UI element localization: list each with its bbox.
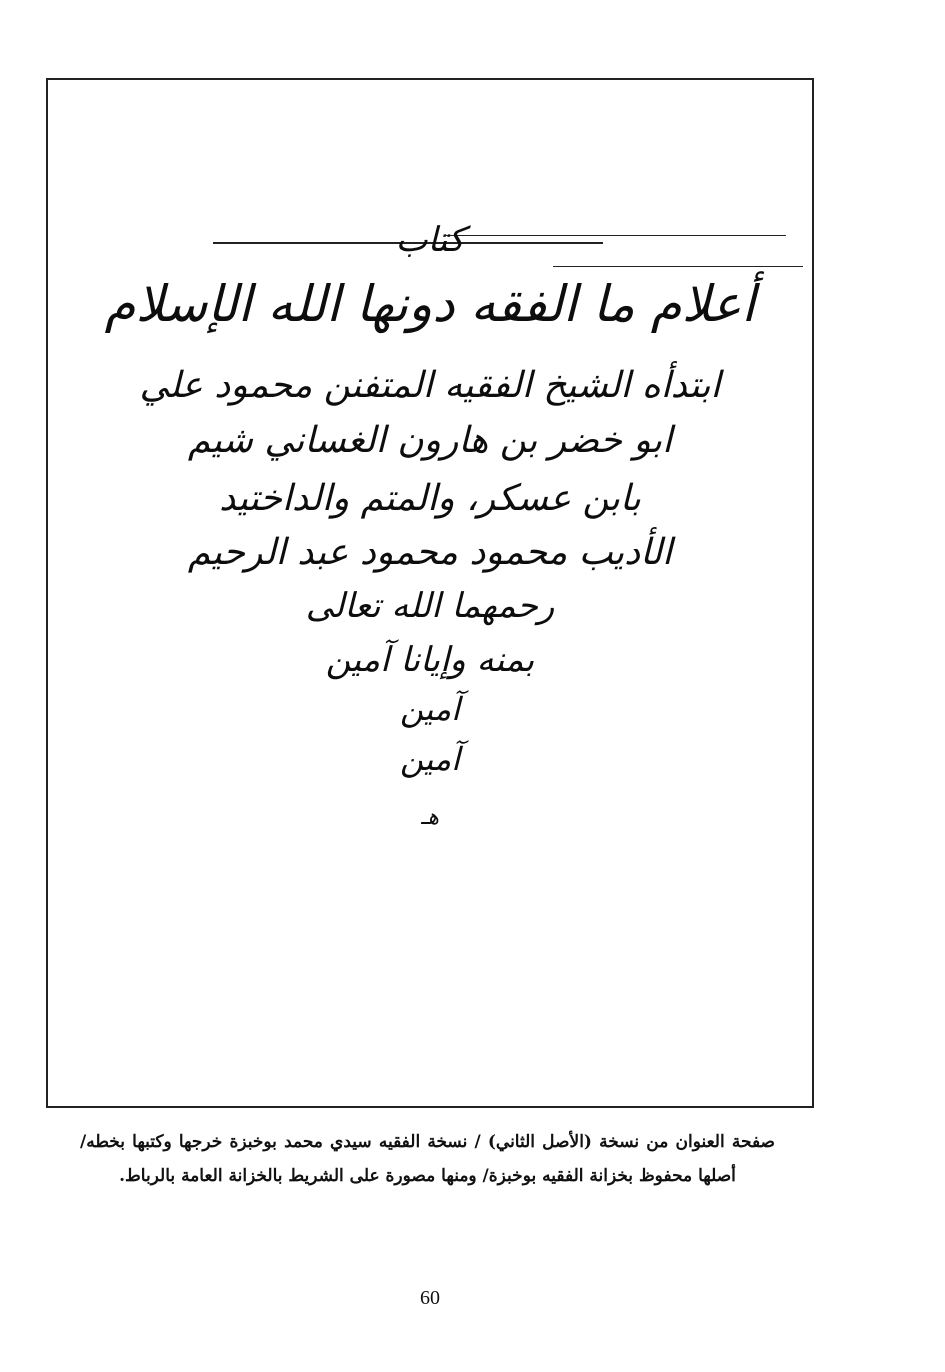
manuscript-kitab-heading: كتاب (395, 220, 465, 260)
manuscript-end-mark: هـ (420, 805, 440, 830)
manuscript-amen: آمين (399, 690, 461, 728)
manuscript-line: بابن عسكر، والمتم والداختيد (219, 478, 641, 519)
manuscript-line: رحمهما الله تعالى (305, 586, 555, 626)
manuscript-line: الأديب محمود محمود عبد الرحيم (187, 532, 673, 573)
manuscript-rule-line (553, 266, 803, 267)
manuscript-image-frame (46, 78, 814, 1108)
manuscript-amen: آمين (399, 740, 461, 778)
page-number: 60 (420, 1287, 440, 1309)
manuscript-book-title: أعلام ما الفقه دونها الله الإسلام (104, 275, 756, 333)
manuscript-line: بمنه وإيانا آمين (325, 640, 535, 680)
figure-caption: صفحة العنوان من نسخة (الأصل الثاني) / نسخة الفقيه سيدي محمد بوخبزة خرجها وكتبها بخطه/ أصلها محفوظ بخزانة الفقيه بوخبزة/ ومنها مصورة على الشريط بالخزانة العامة بالرباط. (80, 1132, 775, 1186)
manuscript-line: ابو خضر بن هارون الغساني شيم (187, 420, 673, 461)
manuscript-line: ابتدأه الشيخ الفقيه المتفنن محمود علي (139, 365, 721, 406)
